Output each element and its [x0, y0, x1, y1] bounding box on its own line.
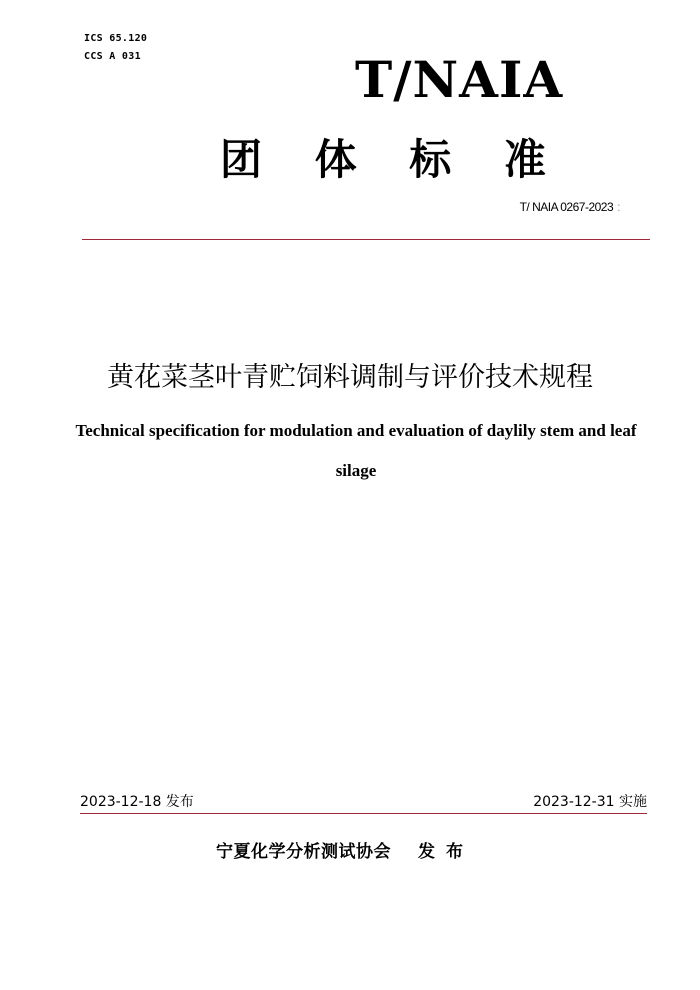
- english-title: Technical specification for modulation and evaluation of daylily stem and leaf silage: [75, 421, 637, 480]
- issuing-organization: 宁夏化学分析测试协会: [216, 842, 391, 862]
- ics-code: ICS 65.120: [84, 33, 148, 44]
- standard-number: [520, 199, 620, 215]
- standard-number-text: T/ NAIA 0267-2023: [519, 200, 614, 214]
- group-standard-title: 团 体 标 准: [220, 135, 565, 184]
- standard-number-trail: :: [617, 200, 620, 214]
- chinese-title: 黄花菜茎叶青贮饲料调制与评价技术规程: [107, 362, 593, 393]
- standard-logo: T/NAIA: [355, 50, 564, 109]
- header-divider: [82, 239, 650, 240]
- issue-date: 2023-12-18 发布: [80, 794, 194, 810]
- ccs-code: CCS A 031: [84, 51, 141, 62]
- footer-divider: [80, 813, 647, 814]
- release-label: 发布: [418, 842, 474, 862]
- implementation-date: 2023-12-31 实施: [533, 794, 647, 810]
- publisher-line: [216, 840, 474, 864]
